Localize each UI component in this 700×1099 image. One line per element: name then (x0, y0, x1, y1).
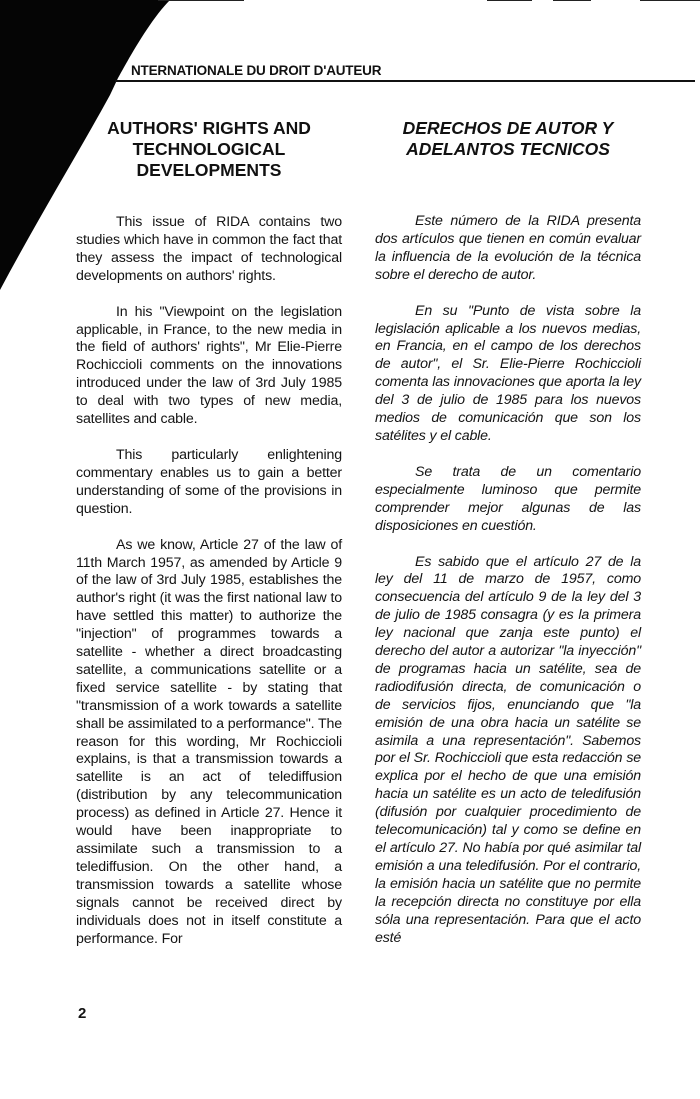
top-scan-line (640, 0, 700, 1)
top-scan-line (487, 0, 532, 1)
english-paragraph: This issue of RIDA contains two studies which have in common the fact that they assess the impact of technological developments on authors' rights. (76, 214, 342, 284)
spanish-title (375, 118, 641, 160)
running-header: NTERNATIONALE DU DROIT D'AUTEUR (131, 63, 382, 78)
english-paragraph: This particularly enlightening commentary enables us to gain a better understanding of some of the provisions in question. (76, 446, 342, 517)
english-title-line: DEVELOPMENTS (136, 160, 282, 180)
top-scan-line (158, 0, 244, 1)
spanish-paragraph: Se trata de un comentario especialmente luminoso que permite comprender mejor algunas de las disposiciones en cuestión. (375, 463, 641, 534)
english-title-line: AUTHORS' RIGHTS AND (107, 118, 311, 138)
english-paragraph: As we know, Article 27 of the law of 11th March 1957, as amended by Article 9 of the law of 3rd July 1985, establishes the author's right (it was the first national law to have settled this matter) to authorize the "injection" of programmes towards a satellite - whether a direct broadcasting satellite, a communications satellite or a fixed service satellite - by stating that "transmission of a work towards a satellite shall be assimilated to a performance". The reason for this wording, Mr Rochiccioli explains, is that a transmission towards a satellite is an act of telediffusion (distribution by any telecommunication process) as defined in Article 27. Hence it would have been inappropriate to assimilate such a transmission to a telediffusion. On the other hand, a transmission towards a satellite whose signals cannot be received direct by individuals does not in itself constitute a performance. For (76, 536, 342, 947)
spanish-paragraph: Es sabido que el artículo 27 de la ley del 11 de marzo de 1957, como consecuencia del artículo 9 de la ley del 3 de julio de 1985 consagra (y es la primera ley nacional que zanja este punto) el derecho del autor a autorizar "la inyección" de programas hacia un satélite, sea de radiodifusión directa, de comunicación o de servicios fijos, enunciando que "la emisión de una obra hacia un satélite se asimila a una representación". Sabemos por el Sr. Rochiccioli que esta redacción se explica por el hecho de que una emisión hacia un satélite es un acto de teledifusión (difusión por cualquier procedimiento de telecomunicación) tal y como se define en el artículo 27. No había por qué asimilar tal emisión a una teledifusión. Por el contrario, la emisión hacia un satélite que no permite la recepción directa no constituye por ella sóla una representación. Para que el acto esté (375, 553, 641, 946)
top-scan-line (553, 0, 591, 1)
spanish-title-line: DERECHOS DE AUTOR Y (402, 118, 614, 138)
header-rule (115, 80, 695, 82)
spanish-paragraph: En su "Punto de vista sobre la legislación aplicable a los nuevos medias, en Francia, en el campo de los derechos de autor", el Sr. Elie-Pierre Rochiccioli comenta las innovaciones que aporta la ley del 3 de julio de 1985 para los nuevos medios de comunicación que son los satélites y el cable. (375, 302, 641, 444)
spanish-column (375, 118, 641, 947)
english-title (76, 118, 342, 181)
spanish-title-line: ADELANTOS TECNICOS (406, 139, 610, 159)
english-title-line: TECHNOLOGICAL (132, 139, 286, 159)
page-number: 2 (78, 1005, 87, 1022)
english-paragraph: In his "Viewpoint on the legislation applicable, in France, to the new media in the field of authors' rights", Mr Elie-Pierre Rochiccioli comments on the innovations introduced under the law of 3rd July 1985 to deal with two types of new media, satellites and cable. (76, 303, 342, 428)
spanish-paragraph: Este número de la RIDA presenta dos artículos que tienen en común evaluar la influencia de la evolución de la técnica sobre el derecho de autor. (375, 213, 641, 283)
english-column (76, 118, 342, 948)
